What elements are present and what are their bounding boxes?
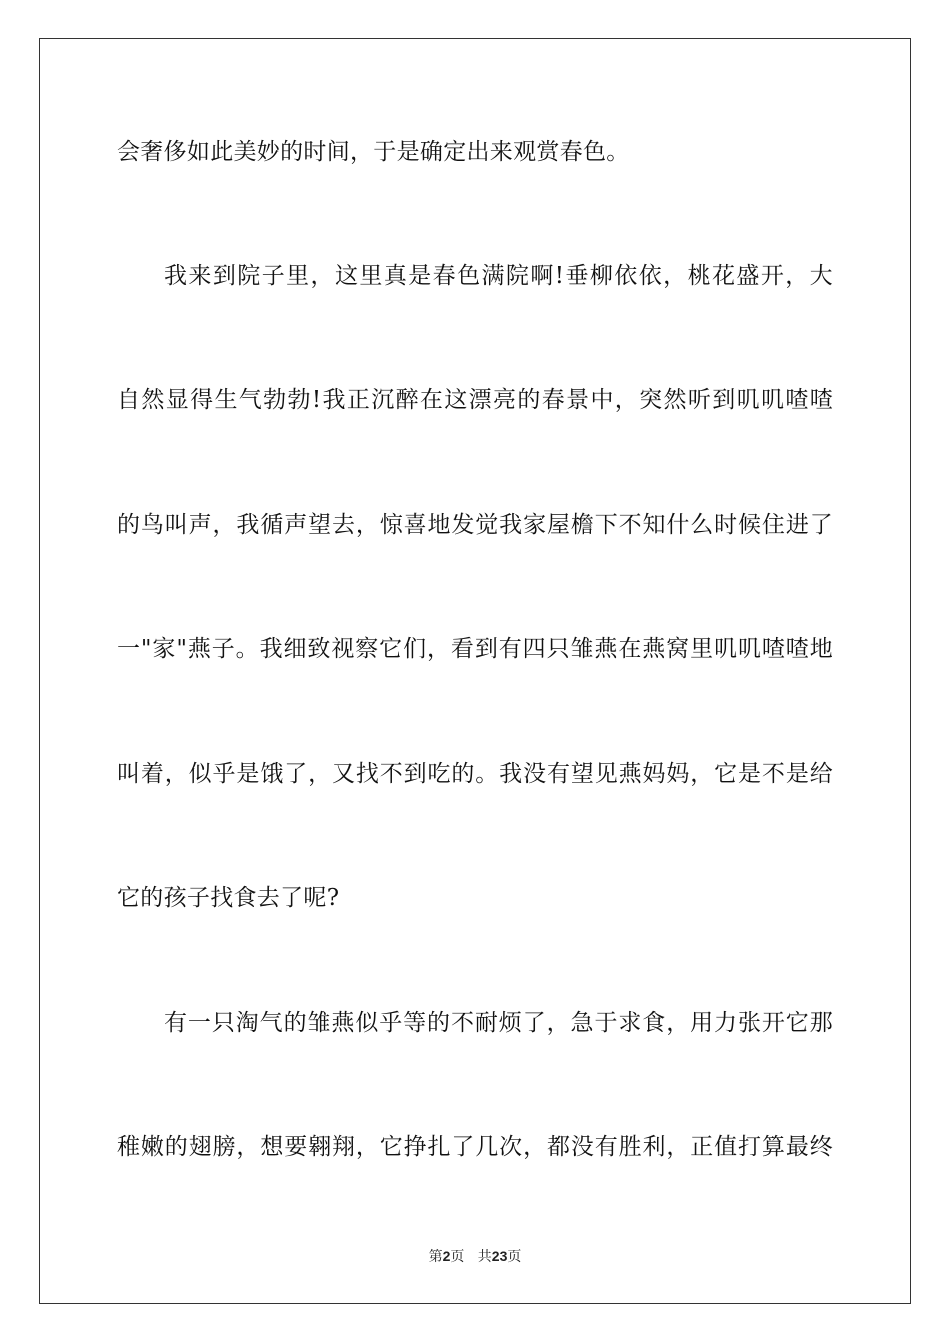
footer-page-number: 2: [442, 1248, 451, 1264]
text-line-5: 一"家"燕子。我细致视察它们，看到有四只雏燕在燕窝里叽叽喳喳地: [117, 636, 833, 662]
footer-total-pages: 23: [491, 1248, 508, 1264]
text-line-4: 的鸟叫声，我循声望去，惊喜地发觉我家屋檐下不知什么时候住进了: [117, 512, 833, 538]
footer-total-prefix: 共: [477, 1249, 492, 1265]
text-line-8: 有一只淘气的雏燕似乎等的不耐烦了，急于求食，用力张开它那: [164, 1010, 833, 1036]
text-line-6: 叫着，似乎是饿了，又找不到吃的。我没有望见燕妈妈，它是不是给: [117, 761, 833, 787]
text-line-3: 自然显得生气勃勃!我正沉醉在这漂亮的春景中，突然听到叽叽喳喳: [117, 387, 833, 413]
text-line-7: 它的孩子找食去了呢?: [117, 885, 340, 911]
text-line-1: 会奢侈如此美妙的时间，于是确定出来观赏春色。: [117, 139, 630, 165]
footer-page-prefix: 第: [428, 1249, 443, 1265]
text-line-2: 我来到院子里，这里真是春色满院啊!垂柳依依，桃花盛开，大: [164, 263, 833, 289]
text-line-9: 稚嫩的翅膀，想要翱翔，它挣扎了几次，都没有胜利，正值打算最终: [117, 1134, 833, 1160]
footer-total-suffix: 页: [507, 1249, 522, 1265]
page-border: [39, 38, 911, 1304]
footer-page-suffix: 页: [450, 1249, 465, 1265]
page-footer: [0, 1247, 950, 1266]
